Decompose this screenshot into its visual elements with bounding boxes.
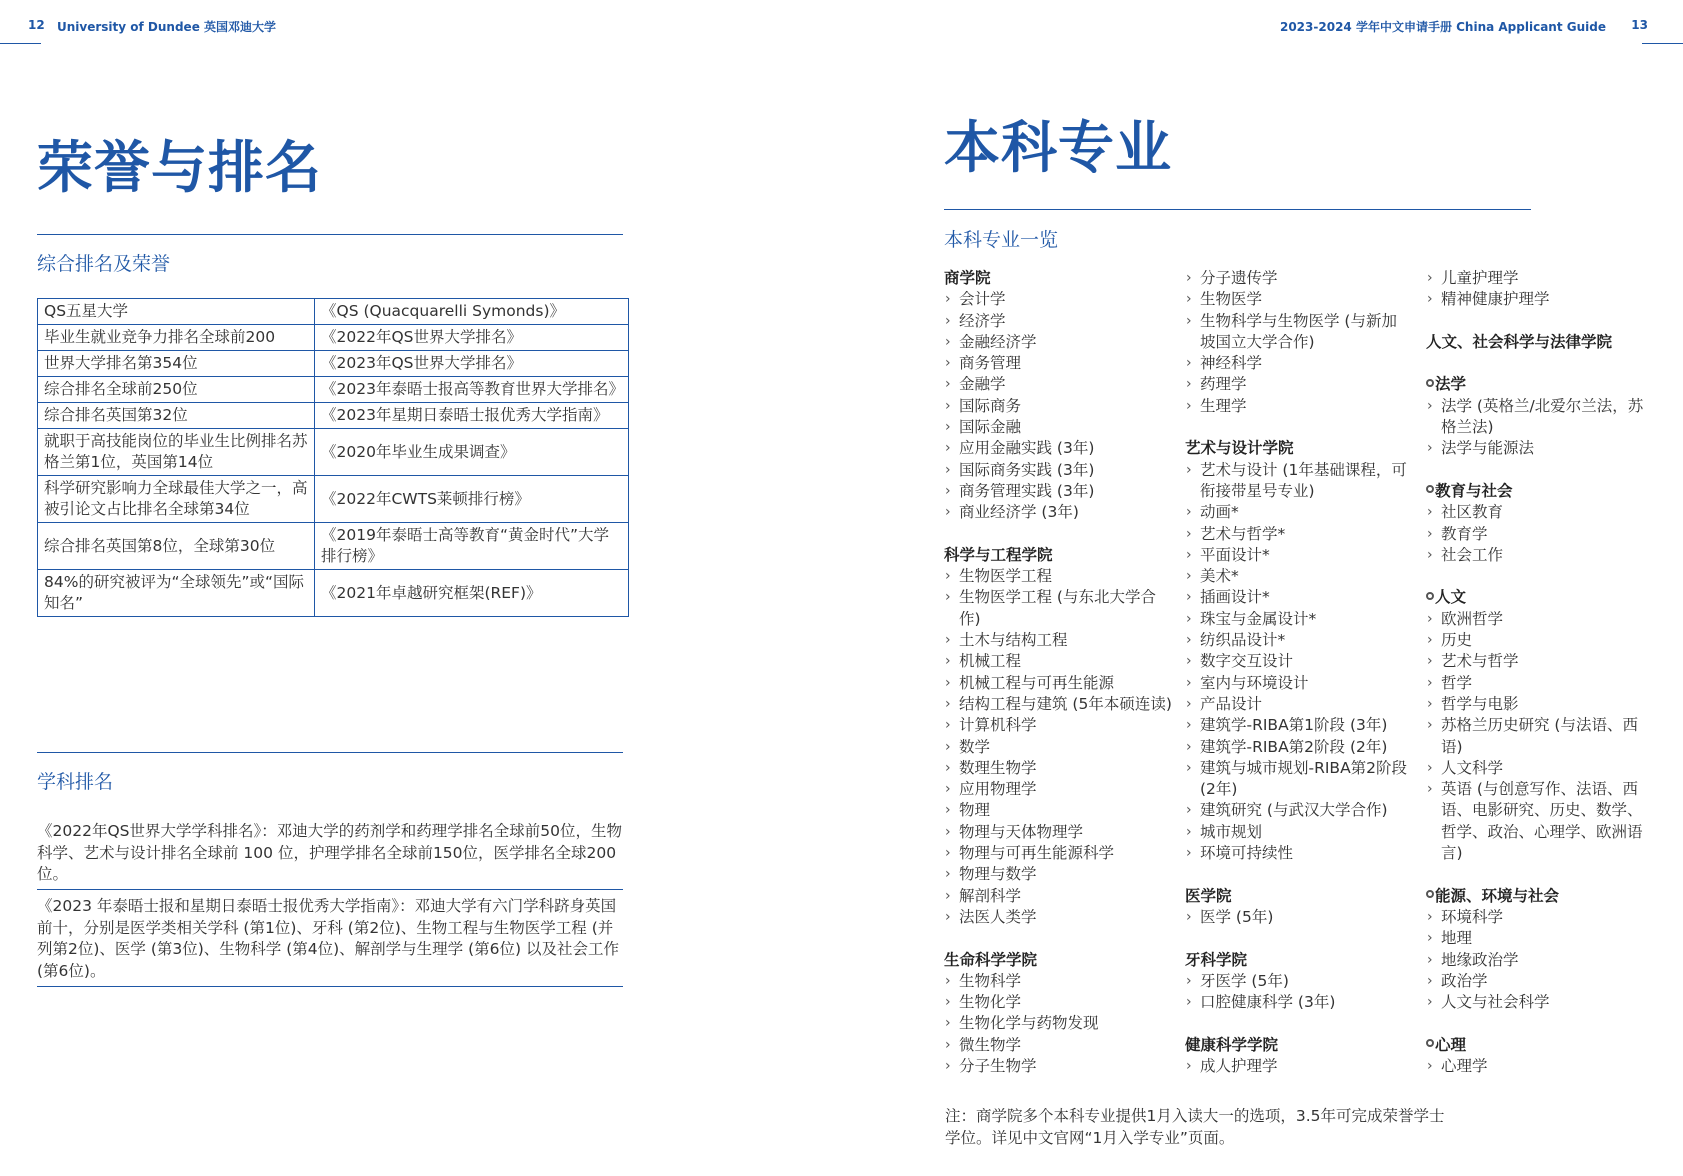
list-item: › 商务管理: [944, 353, 1174, 374]
ranking-source: 《2023年泰晤士报高等教育世界大学排名》: [315, 377, 629, 403]
school-heading: 牙科学院: [1185, 950, 1248, 969]
ranking-item: QS五星大学: [38, 299, 315, 325]
list-item: › 纺织品设计*: [1185, 630, 1409, 651]
table-row: [38, 403, 629, 429]
school-heading: 人文、社会科学与法律学院: [1426, 332, 1613, 351]
list-item: › 解剖科学: [944, 886, 1174, 907]
list-item: › 生物医学工程 (与东北大学合作): [944, 587, 1174, 630]
rankings-heading: 综合排名及荣誉: [37, 253, 171, 275]
list-item: › 生物科学: [944, 971, 1174, 992]
ranking-item: 毕业生就业竞争力排名全球前200: [38, 325, 315, 351]
list-item: › 生物化学与药物发现: [944, 1013, 1174, 1034]
ranking-source: 《QS (Quacquarelli Symonds)》: [315, 299, 629, 325]
subject-paragraph-qs: 《2022年QS世界大学学科排名》：邓迪大学的药剂学和药理学排名全球前50位，生物科学、艺术与设计排名全球前 100 位，护理学排名全球前150位，医学排名全球200位。: [37, 822, 622, 883]
list-item: › 法医人类学: [944, 907, 1174, 928]
list-item: › 英语 (与创意写作、法语、西语、电影研究、历史、数学、哲学、政治、心理学、欧洲语言): [1426, 779, 1656, 864]
list-item: › 土木与结构工程: [944, 630, 1174, 651]
list-item: › 城市规划: [1185, 822, 1409, 843]
list-item: › 金融学: [944, 374, 1174, 395]
list-item: › 数字交互设计: [1185, 651, 1409, 672]
list-item: › 美术*: [1185, 566, 1409, 587]
list-item: › 社区教育: [1426, 502, 1656, 523]
list-item: › 分子生物学: [944, 1056, 1174, 1077]
header-rule-left: [0, 43, 41, 44]
list-item: › 分子遗传学: [1185, 268, 1409, 289]
list-item: › 生物医学: [1185, 289, 1409, 310]
list-item: › 建筑研究 (与武汉大学合作): [1185, 800, 1409, 821]
school-heading: 医学院: [1185, 886, 1232, 905]
list-item: › 生物医学工程: [944, 566, 1174, 587]
table-row: [38, 476, 629, 523]
list-item: › 经济学: [944, 311, 1174, 332]
list-item: › 艺术与哲学*: [1185, 524, 1409, 545]
left-page-number: 12: [28, 18, 45, 32]
list-item: › 动画*: [1185, 502, 1409, 523]
list-item: › 应用金融实践 (3年): [944, 438, 1174, 459]
list-item: › 社会工作: [1426, 545, 1656, 566]
circle-bullet-icon: [1426, 1039, 1434, 1047]
school-heading: 科学与工程学院: [944, 545, 1053, 564]
list-item: › 室内与环境设计: [1185, 673, 1409, 694]
list-item: › 哲学与电影: [1426, 694, 1656, 715]
group-label: 法学: [1435, 375, 1467, 394]
list-item: › 机械工程与可再生能源: [944, 673, 1174, 694]
list-item: › 精神健康护理学: [1426, 289, 1656, 310]
header-rule-right: [1642, 43, 1683, 44]
school-heading: 艺术与设计学院: [1185, 439, 1294, 458]
list-item: › 商务管理实践 (3年): [944, 481, 1174, 502]
group-label: 人文: [1435, 588, 1467, 607]
ranking-source: 《2023年星期日泰晤士报优秀大学指南》: [315, 403, 629, 429]
list-item: › 牙医学 (5年): [1185, 971, 1409, 992]
ranking-item: 就职于高技能岗位的毕业生比例排名苏格兰第1位，英国第14位: [38, 429, 315, 476]
circle-bullet-icon: [1426, 379, 1434, 387]
ranking-source: 《2020年毕业生成果调查》: [315, 429, 629, 476]
list-item: › 物理与天体物理学: [944, 822, 1174, 843]
rankings-table: [37, 298, 629, 617]
ranking-item: 科学研究影响力全球最佳大学之一，高被引论文占比排名全球第34位: [38, 476, 315, 523]
ranking-item: 综合排名英国第32位: [38, 403, 315, 429]
table-row: [38, 299, 629, 325]
group-heading: [1426, 481, 1656, 502]
group-heading: [1426, 374, 1656, 395]
paragraph-rule: [37, 889, 623, 890]
circle-bullet-icon: [1426, 592, 1434, 600]
list-item: › 生物科学与生物医学 (与新加坡国立大学合作): [1185, 311, 1409, 354]
group-label: 心理: [1435, 1035, 1467, 1054]
ranking-item: 84%的研究被评为“全球领先”或“国际知名”: [38, 570, 315, 617]
school-heading: 生命科学学院: [944, 950, 1038, 969]
list-item: › 生物化学: [944, 992, 1174, 1013]
list-item: › 医学 (5年): [1185, 907, 1409, 928]
list-item: › 应用物理学: [944, 779, 1174, 800]
programme-column-2: [1185, 268, 1409, 1077]
list-item: › 地缘政治学: [1426, 950, 1656, 971]
list-item: › 产品设计: [1185, 694, 1409, 715]
page-title-honors: 荣誉与排名: [37, 136, 322, 201]
programme-column-3: [1426, 268, 1656, 1077]
section-rule: [37, 752, 623, 753]
ranking-item: 世界大学排名第354位: [38, 351, 315, 377]
table-row: [38, 325, 629, 351]
list-item: › 国际金融: [944, 417, 1174, 438]
school-heading: 商学院: [944, 269, 991, 287]
subject-ranking-heading: 学科排名: [37, 771, 114, 793]
list-item: › 法学与能源法: [1426, 438, 1656, 459]
list-item: › 艺术与设计 (1年基础课程，可衔接带星号专业): [1185, 460, 1409, 503]
right-page-number: 13: [1631, 18, 1648, 32]
list-item: › 结构工程与建筑 (5年本硕连读): [944, 694, 1174, 715]
list-item: › 法学 (英格兰/北爱尔兰法，苏格兰法): [1426, 396, 1656, 439]
school-heading: 健康科学学院: [1185, 1035, 1279, 1054]
page-title-undergraduate: 本科专业: [944, 116, 1172, 181]
list-item: › 平面设计*: [1185, 545, 1409, 566]
list-item: › 国际商务实践 (3年): [944, 460, 1174, 481]
section-rule: [944, 209, 1531, 210]
group-heading: [1426, 1035, 1656, 1056]
list-item: › 生理学: [1185, 396, 1409, 417]
ranking-item: 综合排名全球前250位: [38, 377, 315, 403]
list-item: › 金融经济学: [944, 332, 1174, 353]
list-item: › 口腔健康科学 (3年): [1185, 992, 1409, 1013]
ranking-source: 《2019年泰晤士高等教育“黄金时代”大学排行榜》: [315, 523, 629, 570]
list-item: › 欧洲哲学: [1426, 609, 1656, 630]
list-item: › 环境可持续性: [1185, 843, 1409, 864]
ranking-source: 《2022年CWTS莱顿排行榜》: [315, 476, 629, 523]
ranking-item: 综合排名英国第8位，全球第30位: [38, 523, 315, 570]
list-item: › 微生物学: [944, 1035, 1174, 1056]
group-label: 教育与社会: [1435, 481, 1513, 500]
list-item: › 艺术与哲学: [1426, 651, 1656, 672]
table-row: [38, 523, 629, 570]
ranking-source: 《2022年QS世界大学排名》: [315, 325, 629, 351]
table-row: [38, 429, 629, 476]
list-item: › 建筑学-RIBA第2阶段 (2年): [1185, 737, 1409, 758]
list-item: › 机械工程: [944, 651, 1174, 672]
list-item: › 插画设计*: [1185, 587, 1409, 608]
list-item: › 物理与数学: [944, 864, 1174, 885]
list-item: › 神经科学: [1185, 353, 1409, 374]
ranking-source: 《2021年卓越研究框架(REF)》: [315, 570, 629, 617]
section-rule: [37, 234, 623, 235]
circle-bullet-icon: [1426, 890, 1434, 898]
paragraph-rule: [37, 986, 623, 987]
list-item: › 人文科学: [1426, 758, 1656, 779]
list-item: › 珠宝与金属设计*: [1185, 609, 1409, 630]
circle-bullet-icon: [1426, 485, 1434, 493]
list-item: › 会计学: [944, 289, 1174, 310]
list-item: › 数理生物学: [944, 758, 1174, 779]
subject-paragraph-times: 《2023 年泰晤士报和星期日泰晤士报优秀大学指南》：邓迪大学有六门学科跻身英国前十，分别是医学类相关学科 (第1位)、牙科 (第2位)、生物工程与生物医学工程 (并列第2位)、医学 (第3位)、生物科学 (第4位)、解剖学与生理学 (第6位) 以及社会工作 (第6位)。: [37, 897, 619, 980]
list-item: › 建筑学-RIBA第1阶段 (3年): [1185, 715, 1409, 736]
list-item: › 政治学: [1426, 971, 1656, 992]
list-item: › 历史: [1426, 630, 1656, 651]
list-item: › 心理学: [1426, 1056, 1656, 1077]
list-item: › 环境科学: [1426, 907, 1656, 928]
list-item: › 数学: [944, 737, 1174, 758]
list-item: › 地理: [1426, 928, 1656, 949]
list-item: › 哲学: [1426, 673, 1656, 694]
list-item: › 人文与社会科学: [1426, 992, 1656, 1013]
overview-heading: 本科专业一览: [944, 229, 1059, 251]
ranking-source: 《2023年QS世界大学排名》: [315, 351, 629, 377]
list-item: › 儿童护理学: [1426, 268, 1656, 289]
list-item: › 建筑与城市规划-RIBA第2阶段 (2年): [1185, 758, 1409, 801]
group-heading: [1426, 886, 1656, 907]
list-item: › 计算机科学: [944, 715, 1174, 736]
footnote: 注：商学院多个本科专业提供1月入读大一的选项，3.5年可完成荣誉学士学位。详见中文官网“1月入学专业”页面。: [945, 1107, 1445, 1147]
list-item: › 商业经济学 (3年): [944, 502, 1174, 523]
group-label: 能源、环境与社会: [1435, 886, 1560, 905]
left-running-title: University of Dundee 英国邓迪大学: [57, 20, 277, 34]
table-row: [38, 351, 629, 377]
list-item: › 物理: [944, 800, 1174, 821]
list-item: › 苏格兰历史研究 (与法语、西语): [1426, 715, 1656, 758]
list-item: › 物理与可再生能源科学: [944, 843, 1174, 864]
programme-column-1: [944, 268, 1174, 1077]
list-item: › 成人护理学: [1185, 1056, 1409, 1077]
table-row: [38, 377, 629, 403]
list-item: › 药理学: [1185, 374, 1409, 395]
group-heading: [1426, 587, 1656, 608]
list-item: › 教育学: [1426, 524, 1656, 545]
right-running-title: 2023-2024 学年中文申请手册 China Applicant Guide: [1279, 20, 1606, 34]
list-item: › 国际商务: [944, 396, 1174, 417]
table-row: [38, 570, 629, 617]
